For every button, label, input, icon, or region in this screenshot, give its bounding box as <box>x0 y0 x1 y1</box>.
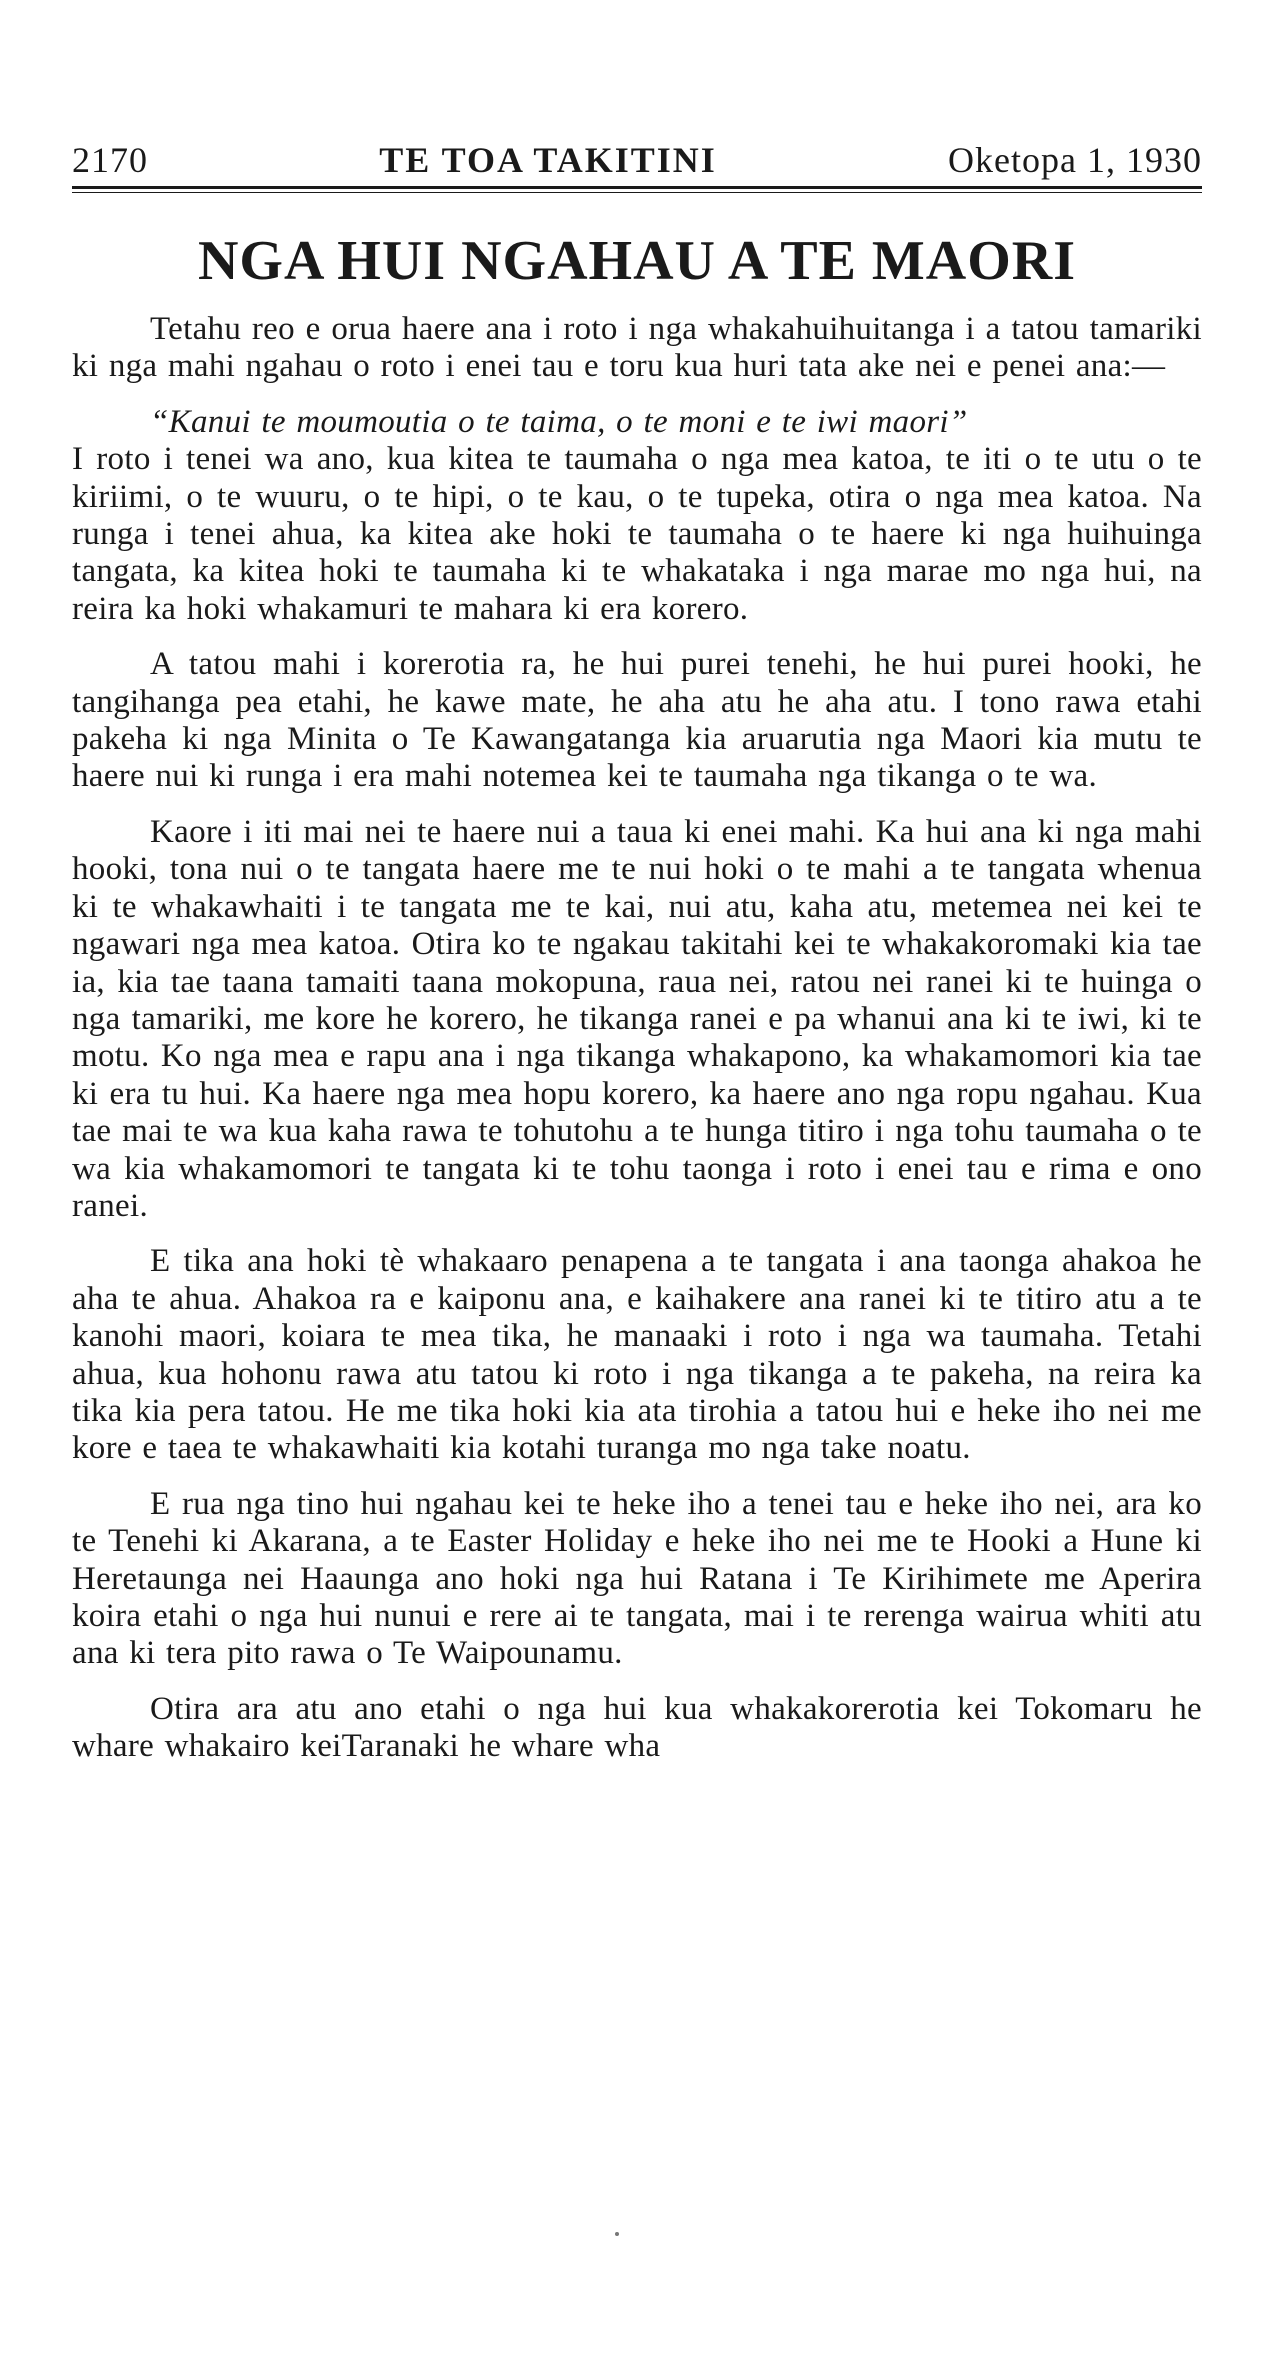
page-number: 2170 <box>72 140 148 180</box>
paragraph-2: I roto i tenei wa ano, kua kitea te taumaha o nga mea katoa, te iti o te utu o te kiriimi, o te wuuru, o te hipi, o te kau, o te tupeka, otira o nga mea katoa. Na runga i tenei ahua, ka kitea ake hoki te taumaha o te haere ki nga huihuinga tangata, ka kitea hoki te taumaha ki te whakataka i nga marae mo nga hui, na reira ka hoki whakamuri te mahara ki era korero. <box>72 441 1202 627</box>
paragraph-1: Tetahu reo e orua haere ana i roto i nga whakahuihuitanga i a tatou tamariki ki nga mahi ngahau o roto i enei tau e toru kua huri tata ake nei e penei ana:— <box>72 311 1202 385</box>
paragraph-7: Otira ara atu ano etahi o nga hui kua whakakorerotia kei Tokomaru he whare whakairo keiTaranaki he whare wha <box>72 1690 1202 1765</box>
paragraph-6: E rua nga tino hui ngahau kei te heke iho a tenei tau e heke iho nei, ara ko te Tenehi ki Akarana, a te Easter Holiday e heke iho nei me te Hooki a Hune ki Heretaunga nei Haaunga ano hoki nga hui Ratana i Te Kirihimete me Aperira koira etahi o nga hui nunui e rere ai te tangata, mai i te rerenga wairua whiti atu ana ki tera pito rawa o Te Waipounamu. <box>72 1485 1202 1672</box>
journal-title: TE TOA TAKITINI <box>379 140 717 180</box>
header-rule <box>72 186 1202 193</box>
paragraph-4: Kaore i iti mai nei te haere nui a taua ki enei mahi. Ka hui ana ki nga mahi hooki, tona nui o te tangata haere me te nui hoki o te mahi a te tangata whenua ki te whakawhaiti i te tangata me te kai, nui atu, kaha atu, metemea nei kei te ngawari nga mea katoa. Otira ko te ngakau takitahi kei te whakakoromaki kia tae ia, kia tae taana tamaiti taana mokopuna, raua nei, ratou nei ranei ki te huinga o nga tamariki, me kore he korero, he tikanga ranei e pa whanui ana ki te iwi, ki te motu. Ko nga mea e rapu ana i nga tikanga whakapono, ka whakamomori kia tae ki era tu hui. Ka haere nga mea hopu korero, ka haere ano nga ropu ngahau. Kua tae mai te wa kua kaha rawa te tohutohu a te hunga titiro i nga tohu taumaha o te wa kia whakamomori te tangata ki te tohu taonga i roto i enei tau e rima e ono ranei. <box>72 813 1202 1224</box>
quote-text: “Kanui te moumoutia o te taima, o te moni e te iwi maori” <box>150 403 968 440</box>
article-body <box>72 311 1202 1766</box>
running-head <box>72 140 1202 186</box>
print-speck <box>615 2232 619 2236</box>
paragraph-5: E tika ana hoki tè whakaaro penapena a te tangata i ana taonga ahakoa he aha te ahua. Ahakoa ra e kaiponu ana, e kaihakere ana ranei ki te titiro atu a te kanohi maori, koiara te mea tika, he manaaki i roto i nga wa taumaha. Tetahi ahua, kua hohonu rawa atu tatou ki roto i nga tikanga a te pakeha, na reira ka tika kia pera tatou. He me tika hoki kia ata tirohia a tatou hui e heke iho nei me kore e taea te whakawhaiti kia kotahi turanga mo nga take noatu. <box>72 1243 1202 1467</box>
article-title: NGA HUI NGAHAU A TE MAORI <box>197 230 1077 292</box>
paragraph-3: A tatou mahi i korerotia ra, he hui purei tenehi, he hui purei hooki, he tangihanga pea etahi, he kawe mate, he aha atu he aha atu. I tono rawa etahi pakeha ki nga Minita o Te Kawangatanga kia aruarutia nga Maori kia mutu te haere nui ki runga i era mahi notemea kei te taumaha nga tikanga o te wa. <box>72 646 1202 795</box>
issue-date: Oketopa 1, 1930 <box>948 140 1202 180</box>
quote-line <box>72 404 1202 441</box>
